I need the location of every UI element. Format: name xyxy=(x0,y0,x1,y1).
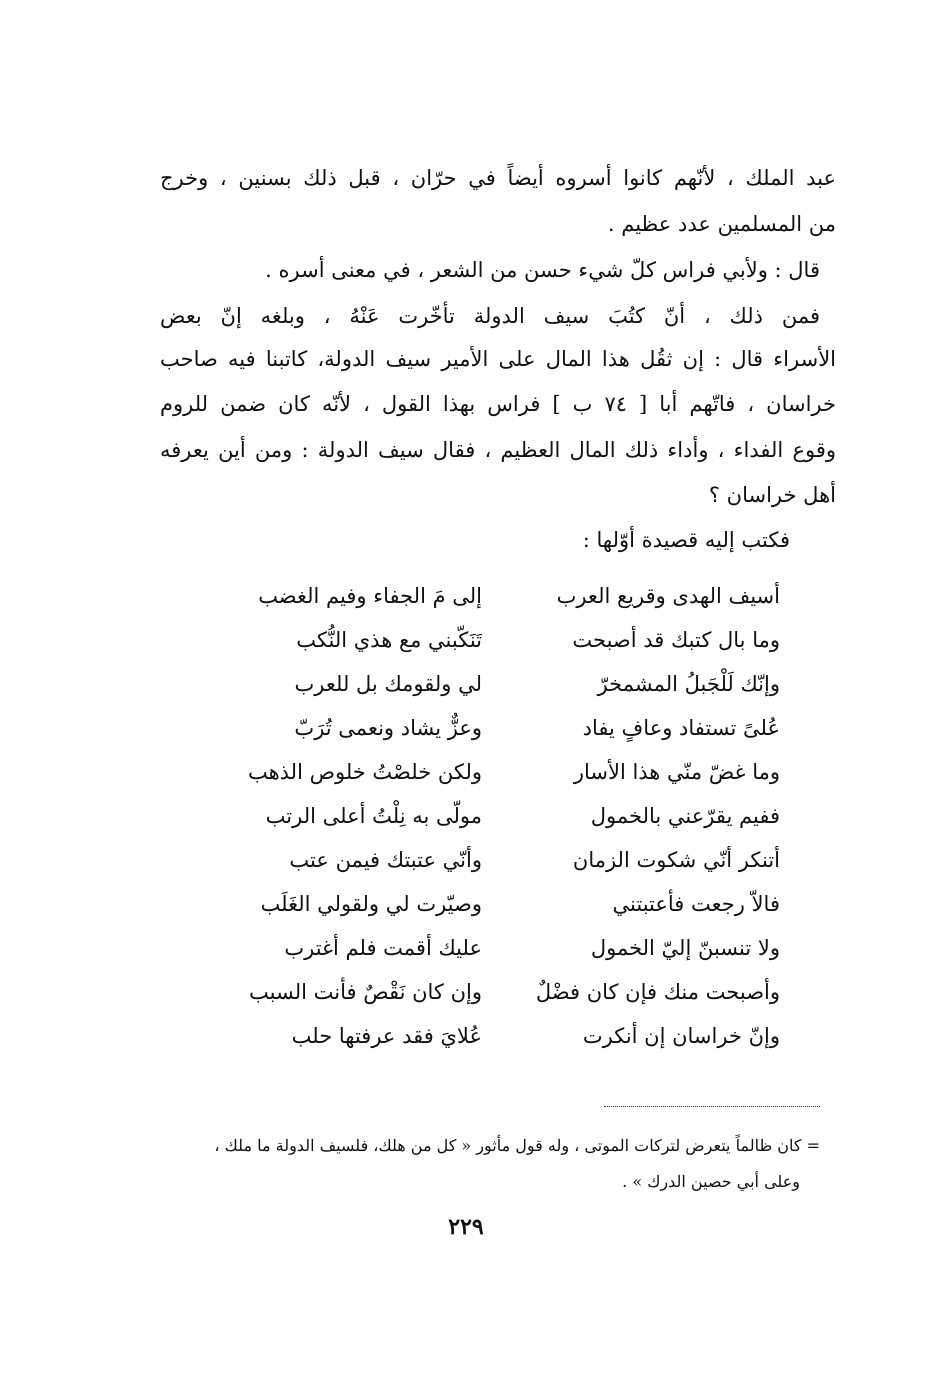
verse-first-hemistich: فالاّ رجعت فأعتبتني xyxy=(612,892,780,916)
prose-line-5: الأسراء قال : إن ثقُل هذا المال على الأمير سيف الدولة، كاتبنا فيه صاحب xyxy=(160,347,836,371)
verse-second-hemistich: وإن كان نَقْصٌ فأنت السبب xyxy=(249,980,482,1004)
prose-line-3: قال : ولأبي فراس كلّ شيء حسن من الشعر ، في معنى أسره . xyxy=(265,258,820,282)
poem-intro-line: فكتب إليه قصيدة أوّلها : xyxy=(582,528,790,552)
verse-first-hemistich: وإنّك لَلْجَبلُ المشمخرّ xyxy=(597,672,780,696)
verse-second-hemistich: إلى مَ الجفاء وفيم الغضب xyxy=(258,584,482,608)
verse-first-hemistich: أسيف الهدى وقريع العرب xyxy=(556,584,780,608)
verse-second-hemistich: تَنَكّبني مع هذي النُّكب xyxy=(296,628,482,652)
poem-verse xyxy=(160,1014,836,1058)
verse-second-hemistich: وعزٌّ يشاد ونعمى تُرَبّ xyxy=(294,716,482,740)
verse-second-hemistich: وصيّرت لي ولقولي الغَلَب xyxy=(260,892,482,916)
verse-second-hemistich: عُلايَ فقد عرفتها حلب xyxy=(291,1024,482,1048)
verse-second-hemistich: لي ولقومك بل للعرب xyxy=(294,672,482,696)
verse-first-hemistich: عُلىً تستفاد وعافٍ يفاد xyxy=(582,716,780,740)
verse-first-hemistich: أتنكر أنّي شكوت الزمان xyxy=(572,848,780,872)
poem-verse xyxy=(160,926,836,970)
poem-verse xyxy=(160,794,836,838)
verse-first-hemistich: ففيم يقرّعني بالخمول xyxy=(590,804,780,828)
verse-second-hemistich: عليك أقمت فلم أغترب xyxy=(284,936,482,960)
poem-verse xyxy=(160,838,836,882)
footnote-line-1: = كان ظالماً يتعرض لتركات الموتى ، وله قول مأثور « كل من هلك، فلسيف الدولة ما ملك ، xyxy=(214,1136,820,1155)
verse-first-hemistich: وأصبحت منك فإن كان فضْلٌ xyxy=(535,980,780,1004)
prose-line-2: من المسلمين عدد عظيم . xyxy=(607,212,836,236)
poem-verse xyxy=(160,618,836,662)
verse-first-hemistich: وإنّ خراسان إن أنكرت xyxy=(582,1024,780,1048)
poem-verse xyxy=(160,662,836,706)
verse-second-hemistich: وأنّي عتبتك فيمن عتب xyxy=(289,848,482,872)
prose-line-1: عبد الملك ، لأنّهم كانوا أسروه أيضاً في حرّان ، قبل ذلك بسنين ، وخرج xyxy=(160,166,836,190)
poem-verse xyxy=(160,706,836,750)
prose-line-4: فمن ذلك ، أنّ كتُبَ سيف الدولة تأخّرت عَنْهُ ، وبلغه إنّ بعض xyxy=(160,304,820,328)
prose-line-8: أهل خراسان ؟ xyxy=(708,483,836,507)
verse-second-hemistich: مولّى به نِلْتُ أعلى الرتب xyxy=(265,804,482,828)
footnote-separator xyxy=(604,1106,820,1107)
poem-verse xyxy=(160,574,836,618)
poem-verse xyxy=(160,750,836,794)
verse-second-hemistich: ولكن خلصْتُ خلوص الذهب xyxy=(247,760,482,784)
prose-line-6: خراسان ، فاتّهم أبا [ ٧٤ ب ] فراس بهذا القول ، لأنّه كان ضمن للروم xyxy=(160,392,836,416)
poem-verse xyxy=(160,882,836,926)
prose-line-7: وقوع الفداء ، وأداء ذلك المال العظيم ، فقال سيف الدولة : ومن أين يعرفه xyxy=(160,438,836,462)
page-number: ٢٢٩ xyxy=(448,1214,484,1240)
footnote-line-2: وعلى أبي حصين الدرك » . xyxy=(622,1172,800,1191)
poem-verse xyxy=(160,970,836,1014)
verse-first-hemistich: ولا تنسبنّ إليّ الخمول xyxy=(590,936,780,960)
verse-first-hemistich: وما بال كتبك قد أصبحت xyxy=(572,628,780,652)
verse-first-hemistich: وما غضّ منّي هذا الأسار xyxy=(573,760,780,784)
